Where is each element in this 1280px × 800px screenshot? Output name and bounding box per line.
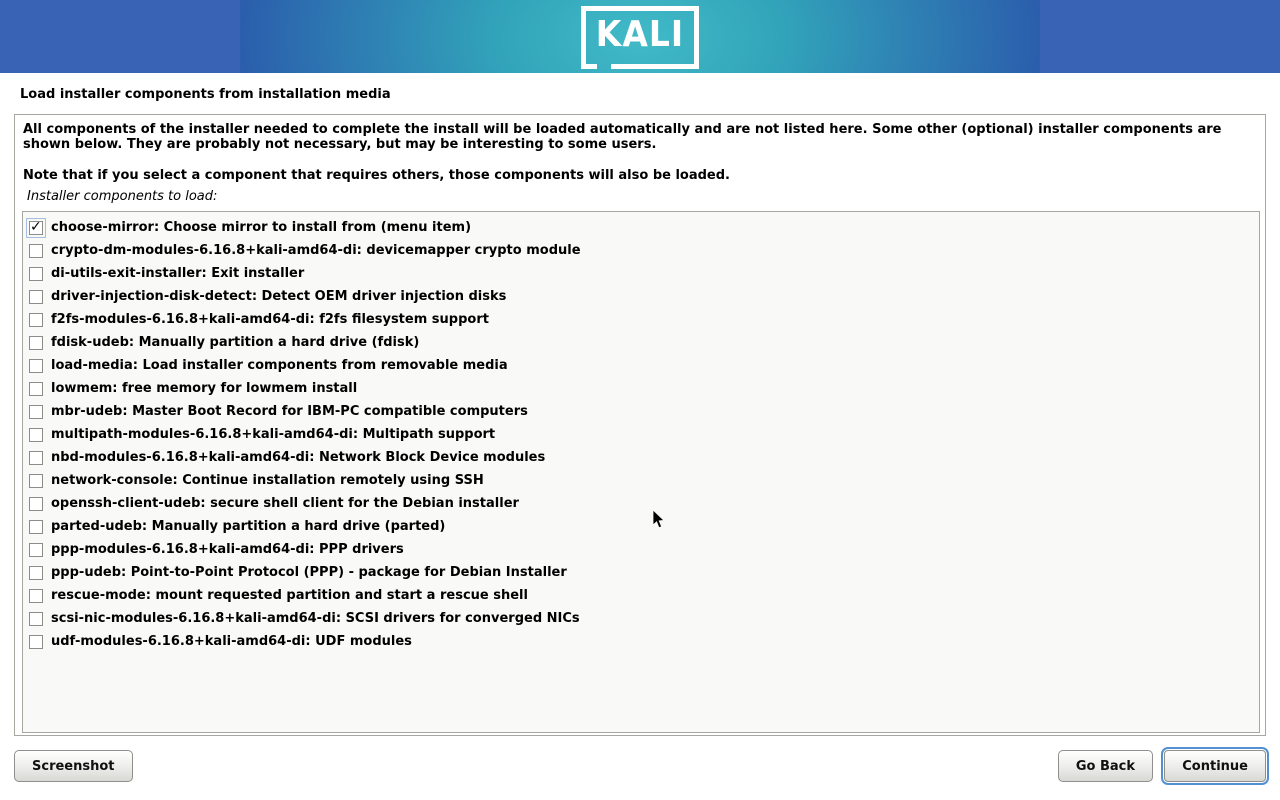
component-label: choose-mirror: Choose mirror to install from (menu item)	[51, 220, 472, 235]
component-label: driver-injection-disk-detect: Detect OEM driver injection disks	[51, 289, 507, 304]
component-checkbox[interactable]	[29, 612, 43, 626]
component-row[interactable]	[28, 331, 1254, 354]
component-checkbox[interactable]	[29, 244, 43, 258]
component-label: di-utils-exit-installer: Exit installer	[51, 266, 305, 281]
main-content-frame	[14, 114, 1266, 736]
component-label: nbd-modules-6.16.8+kali-amd64-di: Network Block Device modules	[51, 450, 546, 465]
component-row[interactable]	[28, 239, 1254, 262]
component-label: scsi-nic-modules-6.16.8+kali-amd64-di: SCSI drivers for converged NICs	[51, 611, 580, 626]
kali-logo	[580, 5, 700, 69]
component-checkbox[interactable]	[29, 267, 43, 281]
component-label: multipath-modules-6.16.8+kali-amd64-di: Multipath support	[51, 427, 496, 442]
page-title: Load installer components from installation media	[20, 87, 391, 102]
component-checkbox[interactable]	[29, 218, 43, 235]
component-checkbox[interactable]	[29, 359, 43, 373]
component-row[interactable]	[28, 515, 1254, 538]
component-row[interactable]	[28, 377, 1254, 400]
installer-banner	[0, 0, 1280, 73]
component-checkbox[interactable]	[29, 290, 43, 304]
component-label: crypto-dm-modules-6.16.8+kali-amd64-di: devicemapper crypto module	[51, 243, 581, 258]
component-checkbox[interactable]	[29, 405, 43, 419]
component-checkbox[interactable]	[29, 313, 43, 327]
component-row[interactable]	[28, 446, 1254, 469]
component-row[interactable]	[28, 469, 1254, 492]
component-label: lowmem: free memory for lowmem install	[51, 381, 358, 396]
screenshot-button[interactable]: Screenshot	[14, 750, 133, 782]
component-row[interactable]	[28, 584, 1254, 607]
component-row[interactable]	[28, 607, 1254, 630]
component-checkbox[interactable]	[29, 382, 43, 396]
component-label: f2fs-modules-6.16.8+kali-amd64-di: f2fs filesystem support	[51, 312, 489, 327]
component-label: mbr-udeb: Master Boot Record for IBM-PC compatible computers	[51, 404, 528, 419]
component-row[interactable]	[28, 492, 1254, 515]
instructions-paragraph-2: Note that if you select a component that requires others, those components will also be loaded.	[23, 168, 730, 183]
component-row[interactable]	[28, 216, 1254, 239]
button-bar	[14, 750, 1266, 784]
component-checkbox[interactable]	[29, 543, 43, 557]
component-label: udf-modules-6.16.8+kali-amd64-di: UDF modules	[51, 634, 412, 649]
component-label: rescue-mode: mount requested partition and start a rescue shell	[51, 588, 528, 603]
component-label: load-media: Load installer components from removable media	[51, 358, 508, 373]
component-checkbox[interactable]	[29, 497, 43, 511]
component-checkbox[interactable]	[29, 474, 43, 488]
component-checkbox[interactable]	[29, 566, 43, 580]
component-checkbox[interactable]	[29, 428, 43, 442]
component-checkbox[interactable]	[29, 520, 43, 534]
component-label: ppp-udeb: Point-to-Point Protocol (PPP) - package for Debian Installer	[51, 565, 567, 580]
checkmark-icon: ✓	[30, 218, 42, 235]
components-list-label: Installer components to load:	[27, 189, 218, 204]
component-row[interactable]	[28, 308, 1254, 331]
component-row[interactable]	[28, 630, 1254, 653]
component-checkbox[interactable]	[29, 635, 43, 649]
instructions-paragraph-1: All components of the installer needed to complete the install will be loaded automatically and are not listed here. Some other (optional) installer components are shown below. They are probably not necessary, but may be interesting to some users.	[23, 122, 1222, 152]
components-list[interactable]	[22, 211, 1260, 733]
continue-button[interactable]: Continue	[1164, 750, 1266, 782]
component-label: fdisk-udeb: Manually partition a hard drive (fdisk)	[51, 335, 420, 350]
component-row[interactable]	[28, 423, 1254, 446]
component-row[interactable]	[28, 285, 1254, 308]
component-row[interactable]	[28, 262, 1254, 285]
component-row[interactable]	[28, 400, 1254, 423]
component-label: openssh-client-udeb: secure shell client for the Debian installer	[51, 496, 519, 511]
component-row[interactable]	[28, 561, 1254, 584]
component-row[interactable]	[28, 354, 1254, 377]
component-checkbox[interactable]	[29, 451, 43, 465]
component-label: network-console: Continue installation remotely using SSH	[51, 473, 484, 488]
component-checkbox[interactable]	[29, 589, 43, 603]
go-back-button[interactable]: Go Back	[1058, 750, 1153, 782]
component-label: ppp-modules-6.16.8+kali-amd64-di: PPP drivers	[51, 542, 404, 557]
component-row[interactable]	[28, 538, 1254, 561]
component-label: parted-udeb: Manually partition a hard drive (parted)	[51, 519, 446, 534]
component-checkbox[interactable]	[29, 336, 43, 350]
kali-logo-text: KALI	[595, 12, 685, 55]
